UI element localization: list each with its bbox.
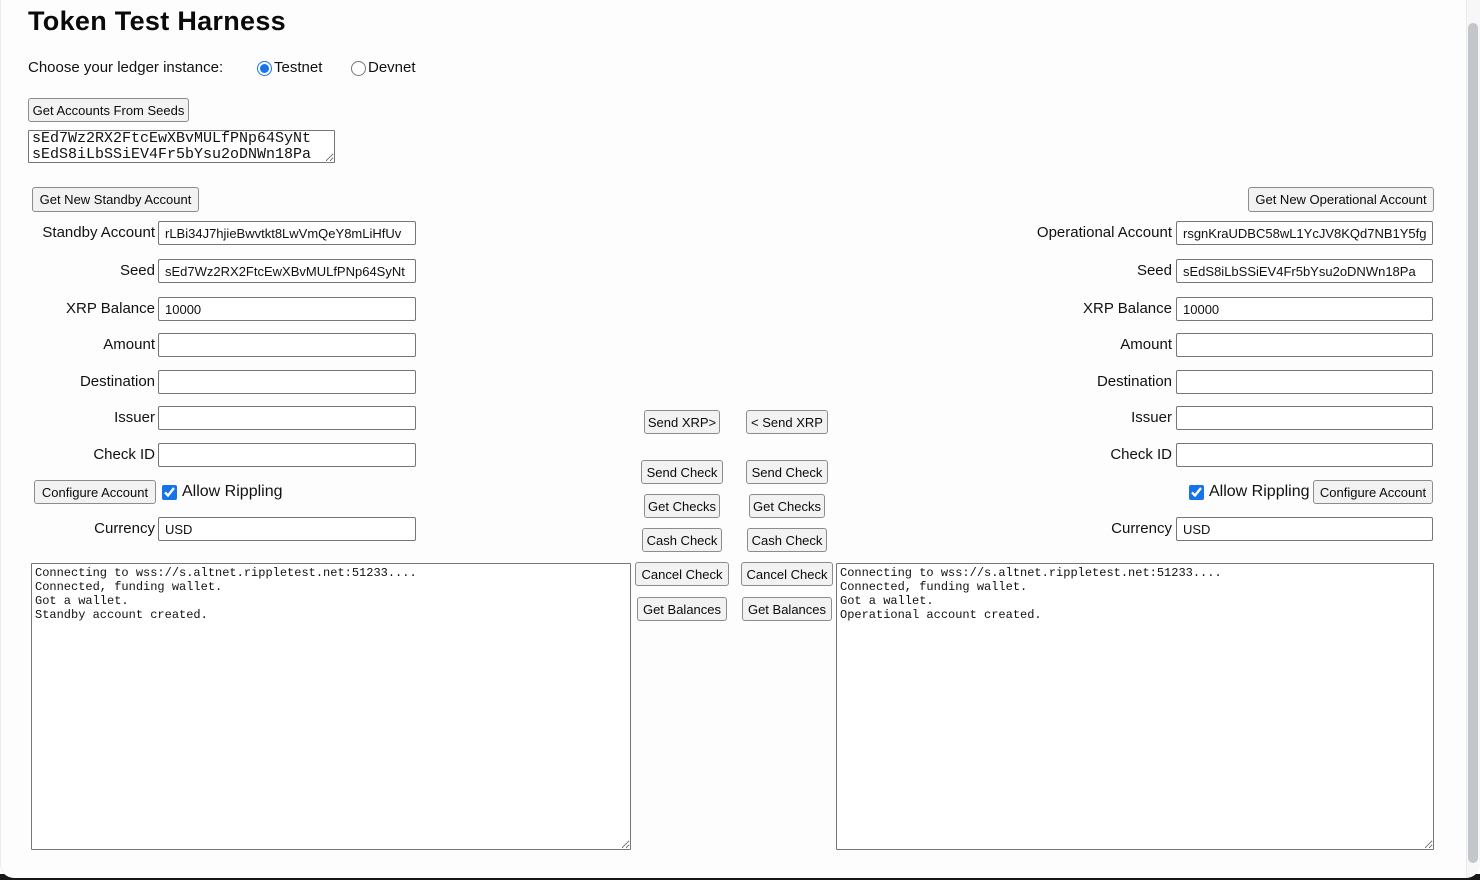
standby-check-id-input[interactable] <box>158 443 416 467</box>
vertical-scrollbar-track[interactable] <box>1466 0 1480 878</box>
operational-allow-rippling-label: Allow Rippling <box>1209 483 1310 500</box>
standby-seed-label: Seed <box>119 262 155 279</box>
ledger-radio-testnet-label[interactable]: Testnet <box>274 59 323 76</box>
standby-allow-rippling-label: Allow Rippling <box>182 483 283 500</box>
get-new-standby-account-button[interactable]: Get New Standby Account <box>32 187 199 212</box>
standby-account-label: Standby Account <box>42 224 155 241</box>
operational-issuer-label: Issuer <box>1131 409 1172 426</box>
standby-get-checks-button[interactable]: Get Checks <box>644 494 720 518</box>
standby-configure-account-button[interactable]: Configure Account <box>34 480 156 504</box>
operational-account-label: Operational Account <box>1036 224 1172 241</box>
standby-check-id-label: Check ID <box>93 446 155 463</box>
page-title: Token Test Harness <box>28 6 286 36</box>
standby-send-xrp-button[interactable]: Send XRP> <box>644 410 720 434</box>
ledger-instance-prompt: Choose your ledger instance: <box>28 59 224 76</box>
standby-currency-label: Currency <box>94 520 155 537</box>
standby-cancel-check-button[interactable]: Cancel Check <box>635 562 729 586</box>
standby-account-input[interactable] <box>158 221 416 245</box>
standby-log-textarea[interactable] <box>31 563 631 850</box>
standby-send-check-button[interactable]: Send Check <box>641 460 723 484</box>
operational-currency-label: Currency <box>1111 520 1172 537</box>
operational-destination-label: Destination <box>1096 373 1172 390</box>
standby-destination-label: Destination <box>79 373 155 390</box>
operational-account-input[interactable] <box>1176 221 1433 245</box>
operational-amount-label: Amount <box>1120 336 1172 353</box>
operational-issuer-input[interactable] <box>1176 406 1433 430</box>
operational-configure-account-button[interactable]: Configure Account <box>1313 480 1433 504</box>
operational-seed-input[interactable] <box>1176 259 1433 283</box>
seeds-textarea[interactable] <box>28 130 335 163</box>
standby-amount-label: Amount <box>103 336 155 353</box>
operational-log-textarea[interactable] <box>836 563 1434 850</box>
operational-allow-rippling-checkbox[interactable] <box>1189 485 1204 500</box>
operational-currency-input[interactable] <box>1176 517 1433 541</box>
standby-seed-input[interactable] <box>158 259 416 283</box>
standby-xrp-balance-label: XRP Balance <box>66 300 155 317</box>
standby-xrp-balance-input[interactable] <box>158 297 416 321</box>
standby-cash-check-button[interactable]: Cash Check <box>642 528 722 552</box>
get-new-operational-account-button[interactable]: Get New Operational Account <box>1248 187 1434 212</box>
standby-get-balances-button[interactable]: Get Balances <box>637 597 727 621</box>
ledger-radio-devnet[interactable] <box>351 61 366 76</box>
operational-destination-input[interactable] <box>1176 370 1433 394</box>
operational-send-xrp-button[interactable]: < Send XRP <box>746 410 828 434</box>
standby-amount-input[interactable] <box>158 333 416 357</box>
operational-cancel-check-button[interactable]: Cancel Check <box>741 562 833 586</box>
ledger-radio-devnet-label[interactable]: Devnet <box>368 59 416 76</box>
operational-get-checks-button[interactable]: Get Checks <box>749 494 825 518</box>
standby-issuer-input[interactable] <box>158 406 416 430</box>
standby-issuer-label: Issuer <box>114 409 155 426</box>
operational-get-balances-button[interactable]: Get Balances <box>742 597 832 621</box>
standby-destination-input[interactable] <box>158 370 416 394</box>
operational-check-id-label: Check ID <box>1110 446 1172 463</box>
standby-allow-rippling-checkbox[interactable] <box>162 485 177 500</box>
operational-check-id-input[interactable] <box>1176 443 1433 467</box>
ledger-radio-testnet[interactable] <box>257 61 272 76</box>
operational-amount-input[interactable] <box>1176 333 1433 357</box>
standby-currency-input[interactable] <box>158 517 416 541</box>
get-accounts-from-seeds-button[interactable]: Get Accounts From Seeds <box>28 98 189 122</box>
operational-xrp-balance-input[interactable] <box>1176 297 1433 321</box>
operational-send-check-button[interactable]: Send Check <box>746 460 828 484</box>
vertical-scrollbar-thumb[interactable] <box>1468 23 1478 863</box>
operational-cash-check-button[interactable]: Cash Check <box>747 528 827 552</box>
operational-seed-label: Seed <box>1136 262 1172 279</box>
operational-xrp-balance-label: XRP Balance <box>1083 300 1172 317</box>
